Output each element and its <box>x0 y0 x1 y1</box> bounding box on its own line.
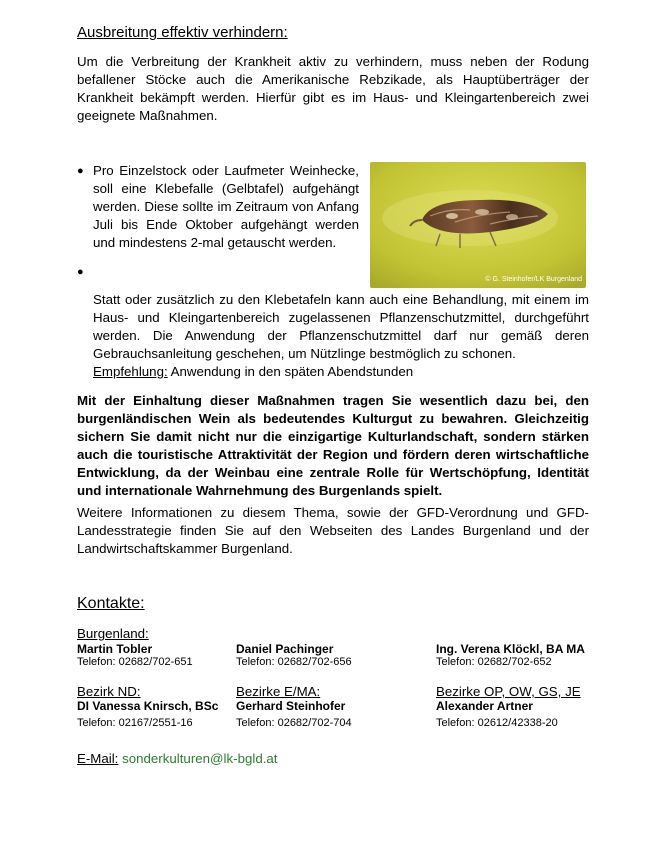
section-heading: Ausbreitung effektiv verhindern: <box>77 24 288 41</box>
contact-phone: Telefon: 02682/702-652 <box>436 656 552 668</box>
info-paragraph: Weitere Informationen zu diesem Thema, sowie der GFD-Verordnung und GFD-Landesstrategie finden Sie auf den Webseiten des Landes Burgenland und der Landwirtschaftskammer Burgenland. <box>77 505 589 556</box>
recommendation-label: Empfehlung: <box>93 364 168 379</box>
region-label: Burgenland: <box>77 626 149 641</box>
bullet-dot-icon: ● <box>77 266 84 278</box>
contacts-heading: Kontakte: <box>77 595 145 612</box>
bullet-dot-icon: ● <box>77 165 84 177</box>
contact-name: Ing. Verena Klöckl, BA MA <box>436 642 585 656</box>
bullet-2-body: Statt oder zusätzlich zu den Klebetafeln kann auch eine Behandlung, mit einem im Haus- und Kleingartenbereich zugelassenen Pflanzenschutzmittel, durchgeführt werden. Die Anwendung der Pflanzenschutzmittel darf nur gemäß deren Gebrauchsanleitung geschehen, um Nützlinge bestmöglich zu schonen. Empfehlung: Anwendung in den späten Abendstunden <box>93 263 589 381</box>
contact-phone: Telefon: 02682/702-704 <box>236 717 352 729</box>
contact-card <box>236 684 352 729</box>
recommendation-text: Anwendung in den späten Abendstunden <box>167 364 414 379</box>
bold-paragraph: Mit der Einhaltung dieser Maßnahmen tragen Sie wesentlich dazu bei, den burgenländischen Wein als bedeutendes Kulturgut zu bewahren. Gleichzeitig sichern Sie damit nicht nur die einzigartige Kulturlandschaft, sondern stärken auch die touristische Attraktivität der Region und fördern deren wirtschaftliche Entwicklung, da der Weinbau eine zentrale Rolle für Wertschöpfung, Identität und internationale Wahrnehmung des Burgenlands spielt. <box>77 393 589 498</box>
recommendation-line <box>93 363 589 381</box>
contact-card <box>236 642 352 668</box>
intro-paragraph: Um die Verbreitung der Krankheit aktiv zu verhindern, muss neben der Rodung befallener Stöcke auch die Amerikanische Rebzikade, als Hauptüberträger der Krankheit bekämpft werden. Hierfür gibt es im Haus- und Kleingartenbereich zwei geeignete Maßnahmen. <box>77 54 589 123</box>
photo-wrap-spacer <box>359 263 575 291</box>
contact-phone: Telefon: 02167/2551-16 <box>77 717 193 729</box>
bullet-item-2 <box>77 263 589 381</box>
email-label: E-Mail: <box>77 751 119 766</box>
contact-card <box>77 642 193 668</box>
contact-name: Alexander Artner <box>436 699 533 713</box>
region-label: Bezirke E/MA: <box>236 684 321 699</box>
email-link[interactable]: sonderkulturen@lk-bgld.at <box>122 751 278 766</box>
bullet-item-1: ● Pro Einzelstock oder Laufmeter Weinhecke, soll eine Klebefalle (Gelbtafel) aufgehängt werden. Diese sollte im Zeitraum von Anfang Juli bis Ende Oktober aufgehängt werden und mindestens 2-mal getauscht werden. <box>77 163 359 250</box>
contact-card <box>436 642 585 668</box>
contact-phone: Telefon: 02682/702-656 <box>236 656 352 668</box>
contact-phone: Telefon: 02612/42338-20 <box>436 717 558 729</box>
contact-card <box>436 684 581 729</box>
contact-phone: Telefon: 02682/702-651 <box>77 656 193 668</box>
contact-card <box>77 684 218 729</box>
contact-name: Martin Tobler <box>77 642 153 656</box>
contact-name: Daniel Pachinger <box>236 642 334 656</box>
email-line <box>77 751 278 766</box>
region-label: Bezirke OP, OW, GS, JE <box>436 684 581 699</box>
contact-name: Gerhard Steinhofer <box>236 699 346 713</box>
photo-credit: © G. Steinhofer/LK Burgenland <box>485 276 582 283</box>
region-label: Bezirk ND: <box>77 684 141 699</box>
contact-name: DI Vanessa Knirsch, BSc <box>77 699 219 713</box>
